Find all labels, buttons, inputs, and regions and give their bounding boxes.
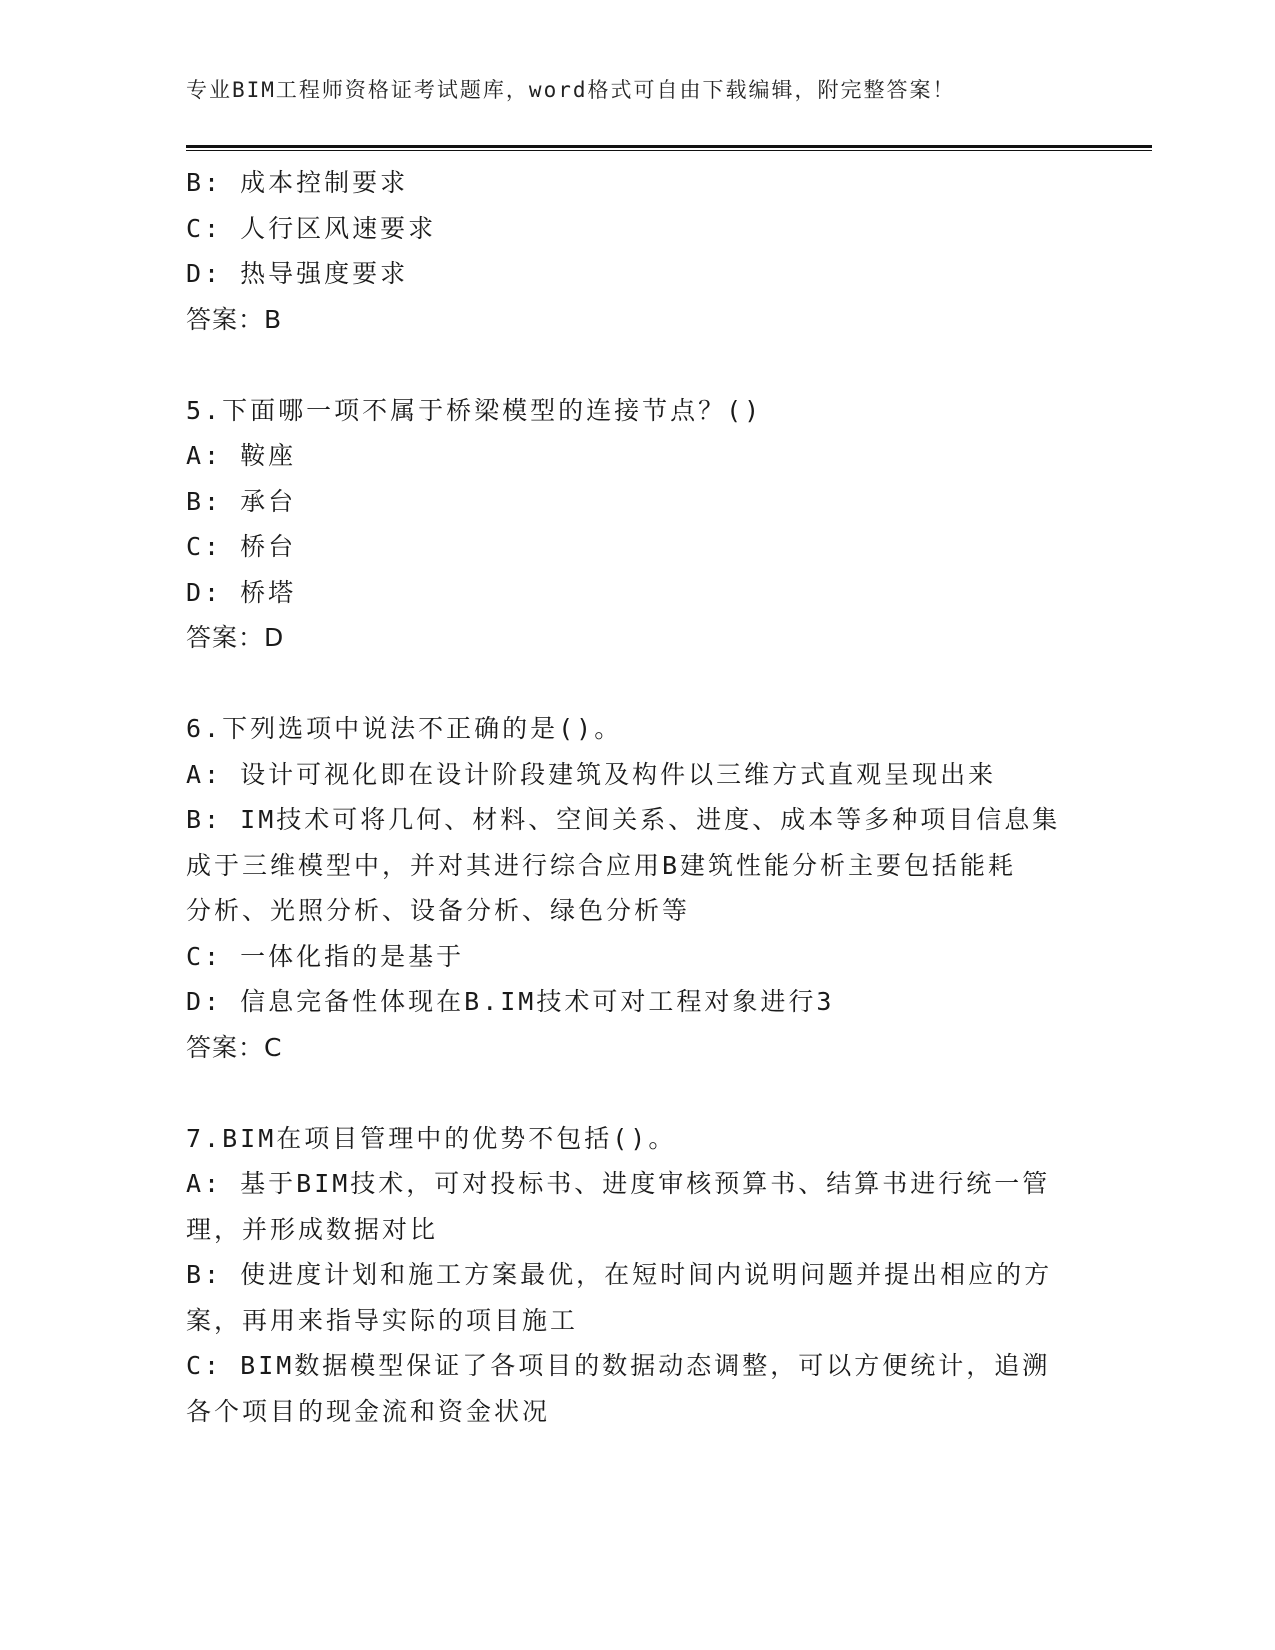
option-line: C: BIM数据模型保证了各项目的数据动态调整，可以方便统计，追溯	[186, 1351, 1051, 1380]
option-line: D: 信息完备性体现在B.IM技术可对工程对象进行3	[186, 987, 835, 1016]
question-title: 7.BIM在项目管理中的优势不包括()。	[186, 1123, 677, 1153]
answer-line: 答案：B	[186, 304, 283, 334]
option-line: 分析、光照分析、设备分析、绿色分析等	[186, 896, 691, 925]
option-line: 案，再用来指导实际的项目施工	[186, 1305, 579, 1335]
option-line: A: 基于BIM技术，可对投标书、进度审核预算书、结算书进行统一管	[186, 1169, 1051, 1198]
option-line: C: 人行区风速要求	[186, 213, 437, 243]
option-line: C: 桥台	[186, 532, 297, 561]
option-line: B: IM技术可将几何、材料、空间关系、进度、成本等多种项目信息集	[186, 805, 1061, 834]
option-line: 理，并形成数据对比	[186, 1214, 439, 1244]
header-rule-thin	[186, 150, 1152, 151]
option-line: B: 承台	[186, 486, 297, 516]
option-line: B: 使进度计划和施工方案最优，在短时间内说明问题并提出相应的方	[186, 1260, 1053, 1289]
answer-line: 答案：C	[186, 1032, 283, 1062]
spacer	[186, 1070, 1086, 1116]
header-rule-thick	[186, 145, 1152, 148]
option-line: A: 鞍座	[186, 441, 297, 470]
question-title: 5.下面哪一项不属于桥梁模型的连接节点？()	[186, 395, 763, 425]
option-line: B: 成本控制要求	[186, 168, 409, 197]
question-content	[186, 160, 1086, 1434]
spacer	[186, 661, 1086, 707]
spacer	[186, 342, 1086, 388]
option-line: 各个项目的现金流和资金状况	[186, 1396, 551, 1426]
option-line: 成于三维模型中，并对其进行综合应用B建筑性能分析主要包括能耗	[186, 850, 1017, 880]
question-title: 6.下列选项中说法不正确的是()。	[186, 714, 623, 743]
option-line: A: 设计可视化即在设计阶段建筑及构件以三维方式直观呈现出来	[186, 759, 997, 789]
option-line: D: 热导强度要求	[186, 259, 409, 288]
page-header: 专业BIM工程师资格证考试题库，word格式可自由下载编辑，附完整答案！	[186, 78, 956, 102]
option-line: C: 一体化指的是基于	[186, 941, 465, 971]
option-line: D: 桥塔	[186, 577, 297, 607]
answer-line: 答案：D	[186, 623, 285, 652]
